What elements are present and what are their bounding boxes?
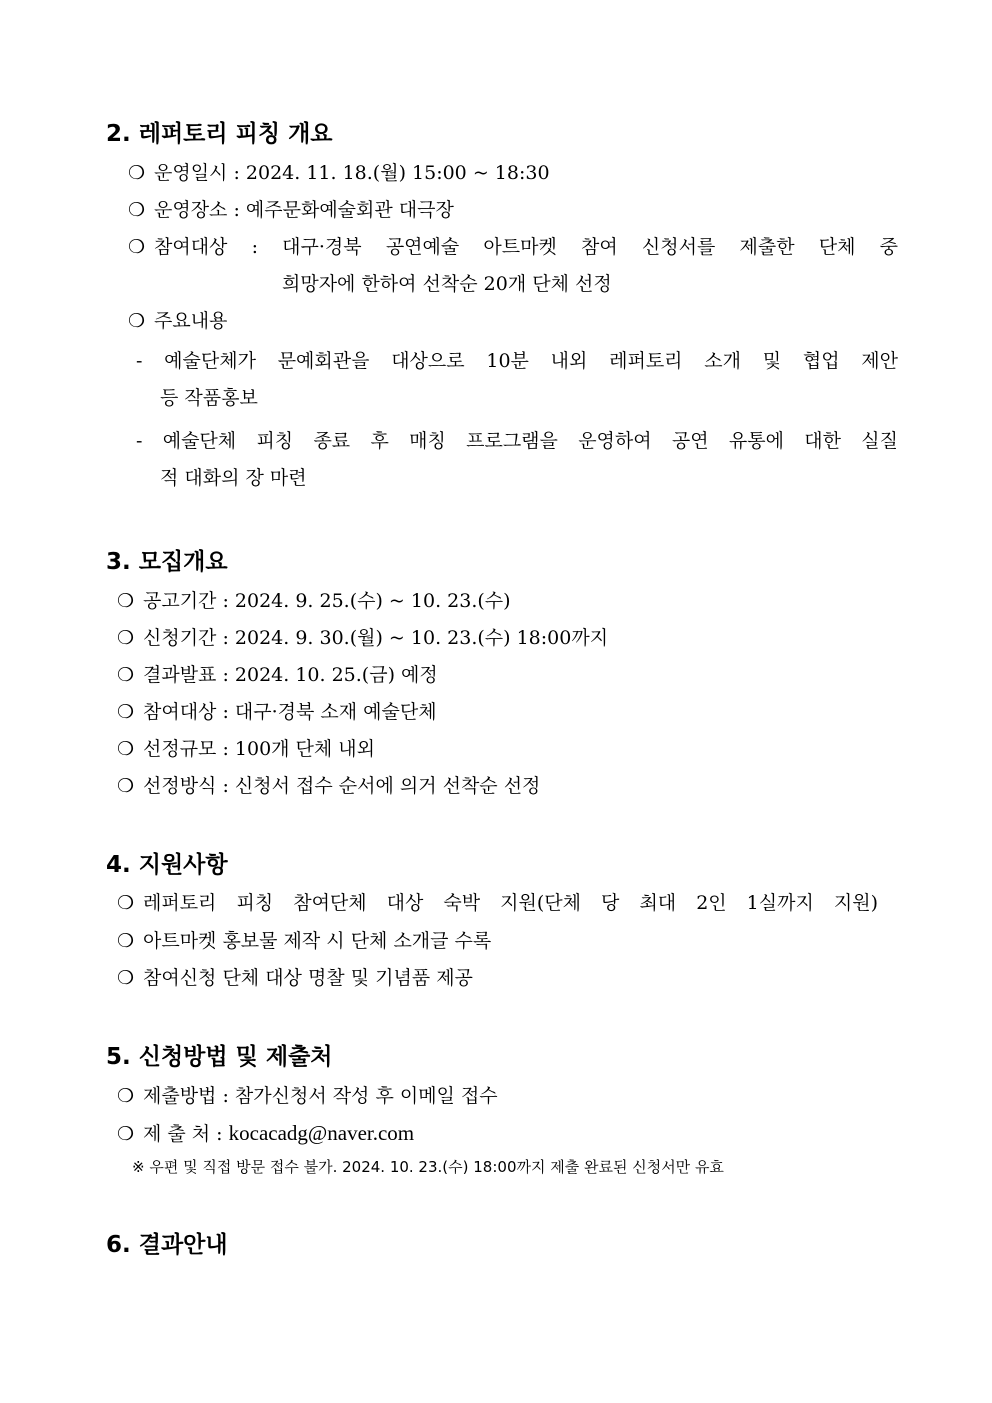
section-5-heading: 5. 신청방법 및 제출처 — [106, 1044, 333, 1070]
sec3-item-notice-period: ❍ 공고기간 : 2024. 9. 25.(수) ~ 10. 23.(수) — [117, 590, 511, 612]
circle-bullet-icon: ❍ — [117, 1123, 135, 1145]
sec3-item-scale: ❍ 선정규모 : 100개 단체 내외 — [117, 738, 376, 760]
sec2-item-venue: ❍ 운영장소 : 예주문화예술회관 대극장 — [128, 199, 454, 221]
sec2-item-contents: ❍ 주요내용 — [128, 310, 228, 332]
section-3-heading: 3. 모집개요 — [106, 549, 228, 575]
circle-bullet-icon: ❍ — [128, 236, 146, 258]
circle-bullet-icon: ❍ — [117, 664, 135, 686]
sec2-detail-2: - 예술단체 피칭 종료 후 매칭 프로그램을 운영하여 공연 유통에 대한 실질 — [136, 430, 898, 452]
sec3-item-application-period: ❍ 신청기간 : 2024. 9. 30.(월) ~ 10. 23.(수) 18:00까지 — [117, 627, 609, 649]
sec2-detail-2-cont: 적 대화의 장 마련 — [160, 467, 307, 489]
sec2-detail-1-cont: 등 작품홍보 — [160, 387, 258, 409]
circle-bullet-icon: ❍ — [117, 1085, 135, 1107]
sec4-item-lodging: ❍ 레퍼토리 피칭 참여단체 대상 숙박 지원(단체 당 최대 2인 1실까지 지원) — [117, 892, 878, 914]
sec2-item-schedule: ❍ 운영일시 : 2024. 11. 18.(월) 15:00 ~ 18:30 — [128, 162, 550, 184]
sec4-item-badge: ❍ 참여신청 단체 대상 명찰 및 기념품 제공 — [117, 967, 473, 989]
sec5-item-method: ❍ 제출방법 : 참가신청서 작성 후 이메일 접수 — [117, 1085, 498, 1107]
circle-bullet-icon: ❍ — [117, 701, 135, 723]
section-2-heading: 2. 레퍼토리 피칭 개요 — [106, 121, 333, 147]
circle-bullet-icon: ❍ — [117, 738, 135, 760]
email-address[interactable]: kocacadg@naver.com — [228, 1121, 415, 1145]
sec3-item-result-date: ❍ 결과발표 : 2024. 10. 25.(금) 예정 — [117, 664, 438, 686]
sec3-item-target: ❍ 참여대상 : 대구·경북 소재 예술단체 — [117, 701, 437, 723]
sec2-detail-1: - 예술단체가 문예회관을 대상으로 10분 내외 레퍼토리 소개 및 협업 제안 — [136, 350, 898, 372]
sec4-item-promo: ❍ 아트마켓 홍보물 제작 시 단체 소개글 수록 — [117, 930, 492, 952]
circle-bullet-icon: ❍ — [128, 162, 146, 184]
circle-bullet-icon: ❍ — [128, 199, 146, 221]
circle-bullet-icon: ❍ — [117, 967, 135, 989]
submission-note: ※ 우편 및 직접 방문 접수 불가. 2024. 10. 23.(수) 18:00까지 제출 완료된 신청서만 유효 — [132, 1158, 724, 1176]
circle-bullet-icon: ❍ — [117, 590, 135, 612]
section-4-heading: 4. 지원사항 — [106, 852, 228, 878]
circle-bullet-icon: ❍ — [117, 627, 135, 649]
circle-bullet-icon: ❍ — [117, 775, 135, 797]
circle-bullet-icon: ❍ — [128, 310, 146, 332]
sec2-item-target: ❍ 참여대상 : 대구·경북 공연예술 아트마켓 참여 신청서를 제출한 단체 중 — [128, 236, 898, 258]
circle-bullet-icon: ❍ — [117, 930, 135, 952]
sec2-item-target-cont: 희망자에 한하여 선착순 20개 단체 선정 — [282, 273, 612, 295]
section-6-heading: 6. 결과안내 — [106, 1232, 228, 1258]
sec3-item-method: ❍ 선정방식 : 신청서 접수 순서에 의거 선착순 선정 — [117, 775, 541, 797]
circle-bullet-icon: ❍ — [117, 892, 135, 914]
sec5-item-submit-to: ❍ 제 출 처 : kocacadg@naver.com — [117, 1121, 415, 1145]
